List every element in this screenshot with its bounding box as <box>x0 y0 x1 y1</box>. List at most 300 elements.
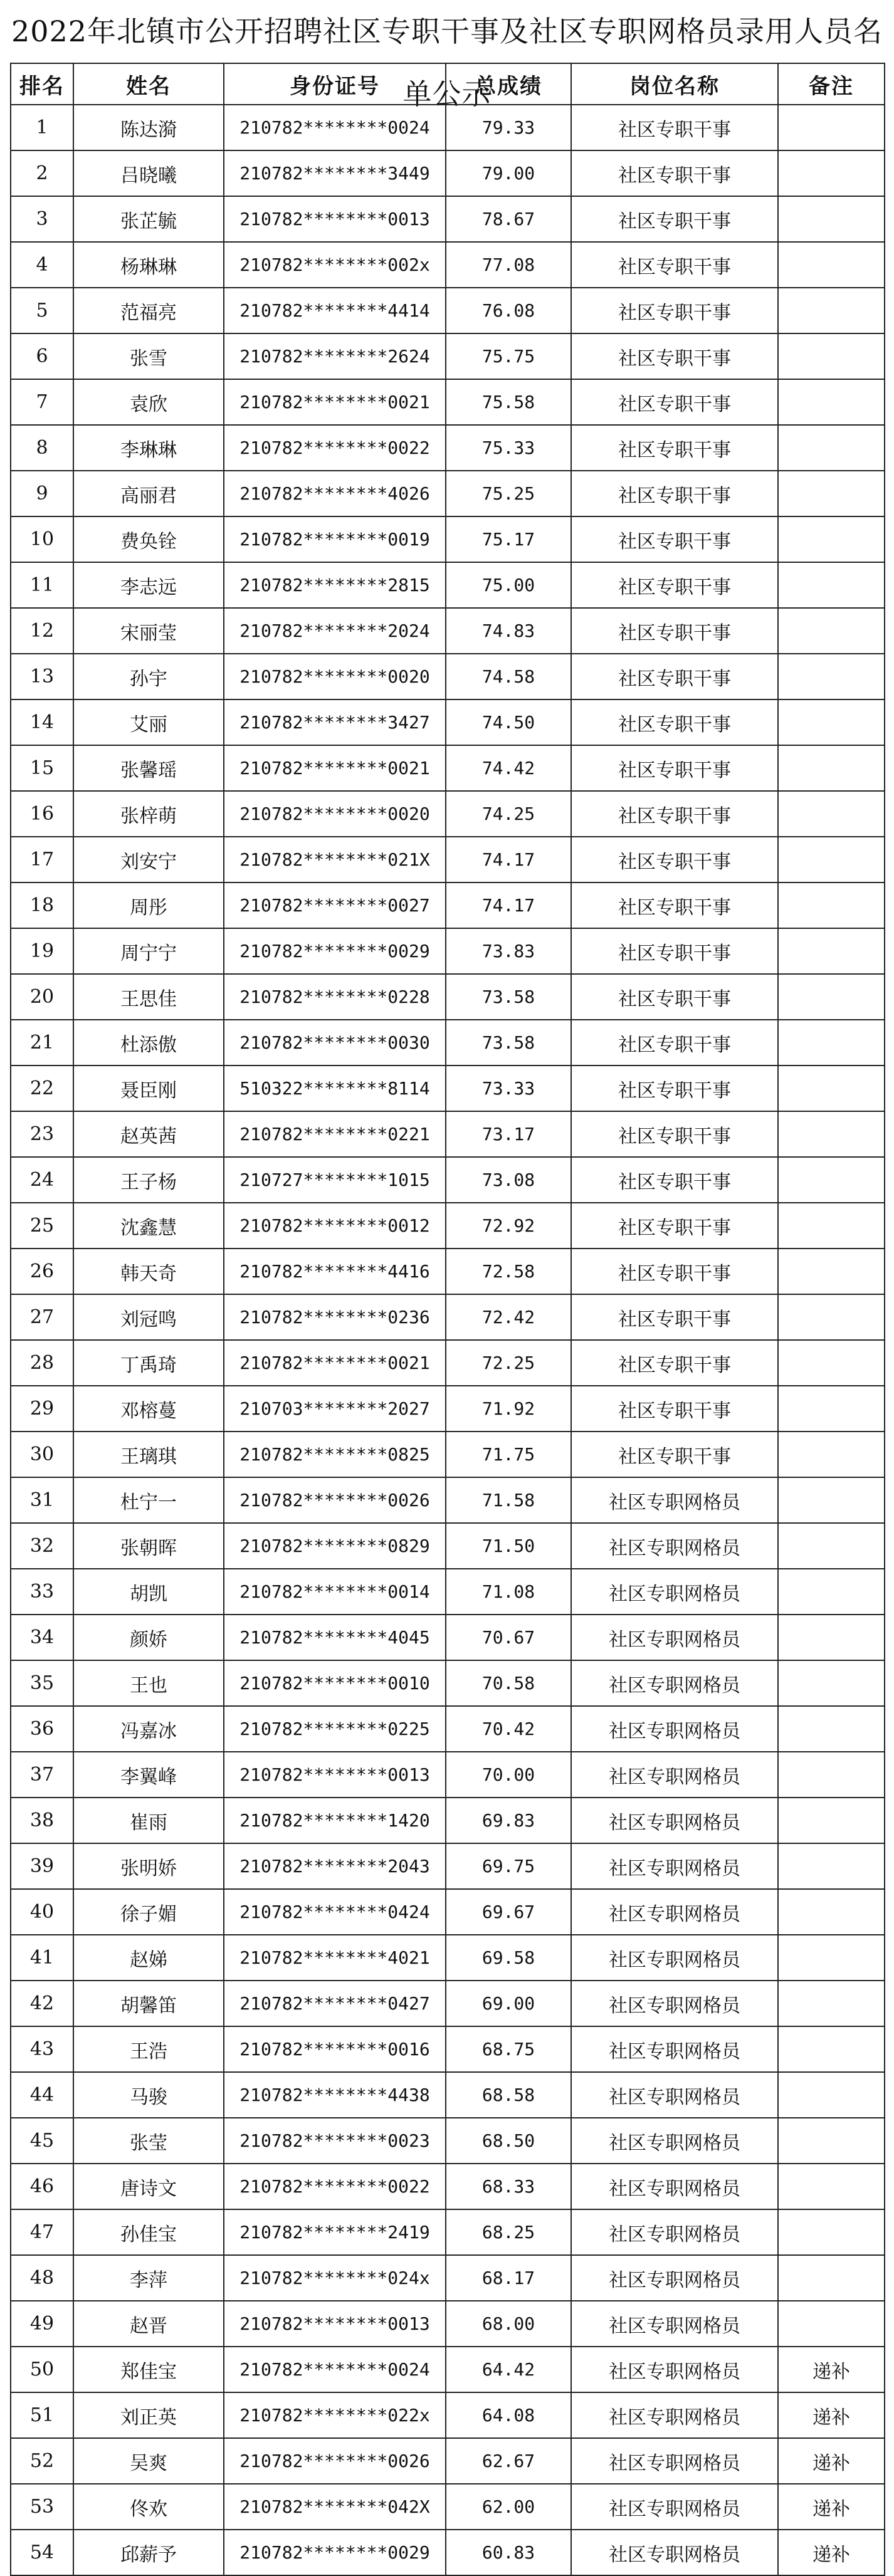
position-cell: 社区专职干事 <box>571 105 778 150</box>
position-cell: 社区专职干事 <box>571 974 778 1020</box>
remark-cell <box>778 1660 885 1706</box>
table-row <box>11 1294 885 1340</box>
id-number-cell: 210782********0221 <box>224 1111 446 1157</box>
id-number-cell: 210782********0013 <box>224 196 446 242</box>
position-cell: 社区专职网格员 <box>571 1981 778 2026</box>
table-row <box>11 333 885 379</box>
id-number-cell: 210782********0024 <box>224 2347 446 2392</box>
position-cell: 社区专职干事 <box>571 425 778 471</box>
score-cell: 73.08 <box>446 1157 571 1203</box>
name-cell: 王子杨 <box>73 1157 224 1203</box>
remark-cell <box>778 1020 885 1065</box>
rank-cell: 26 <box>11 1249 73 1294</box>
name-cell: 佟欢 <box>73 2484 224 2530</box>
table-row <box>11 1203 885 1249</box>
remark-cell: 递补 <box>778 2438 885 2484</box>
position-cell: 社区专职干事 <box>571 562 778 608</box>
rank-cell: 4 <box>11 242 73 288</box>
remark-cell <box>778 150 885 196</box>
table-row <box>11 2118 885 2164</box>
position-cell: 社区专职网格员 <box>571 2438 778 2484</box>
remark-cell <box>778 425 885 471</box>
score-cell: 69.83 <box>446 1798 571 1843</box>
rank-cell: 1 <box>11 105 73 150</box>
rank-cell: 48 <box>11 2255 73 2301</box>
position-cell: 社区专职网格员 <box>571 1660 778 1706</box>
remark-cell <box>778 1843 885 1889</box>
remark-cell <box>778 2118 885 2164</box>
id-number-cell: 210782********0225 <box>224 1706 446 1752</box>
rank-cell: 49 <box>11 2301 73 2347</box>
table-row <box>11 928 885 974</box>
position-cell: 社区专职干事 <box>571 1020 778 1065</box>
name-cell: 张朝晖 <box>73 1523 224 1569</box>
table-row <box>11 1340 885 1386</box>
remark-cell <box>778 928 885 974</box>
name-cell: 艾丽 <box>73 699 224 745</box>
score-cell: 68.75 <box>446 2026 571 2072</box>
rank-cell: 53 <box>11 2484 73 2530</box>
table-row <box>11 2438 885 2484</box>
score-cell: 71.50 <box>446 1523 571 1569</box>
rank-cell: 17 <box>11 837 73 882</box>
id-number-cell: 210782********0021 <box>224 379 446 425</box>
name-cell: 杨琳琳 <box>73 242 224 288</box>
id-number-cell: 210782********0427 <box>224 1981 446 2026</box>
name-cell: 王思佳 <box>73 974 224 1020</box>
score-cell: 72.25 <box>446 1340 571 1386</box>
remark-cell <box>778 2301 885 2347</box>
remark-cell <box>778 837 885 882</box>
table-row <box>11 1706 885 1752</box>
score-cell: 75.17 <box>446 516 571 562</box>
remark-cell <box>778 1889 885 1935</box>
name-cell: 周宁宁 <box>73 928 224 974</box>
rank-cell: 50 <box>11 2347 73 2392</box>
position-cell: 社区专职网格员 <box>571 1843 778 1889</box>
rank-cell: 37 <box>11 1752 73 1798</box>
rank-cell: 5 <box>11 288 73 333</box>
position-cell: 社区专职网格员 <box>571 2164 778 2209</box>
remark-cell <box>778 471 885 516</box>
id-number-cell: 210782********0236 <box>224 1294 446 1340</box>
table-row <box>11 1020 885 1065</box>
name-cell: 张芷毓 <box>73 196 224 242</box>
table-row <box>11 654 885 699</box>
name-cell: 刘安宁 <box>73 837 224 882</box>
table-row <box>11 2209 885 2255</box>
score-cell: 72.58 <box>446 1249 571 1294</box>
name-cell: 韩天奇 <box>73 1249 224 1294</box>
remark-cell <box>778 242 885 288</box>
position-cell: 社区专职网格员 <box>571 1569 778 1615</box>
score-cell: 73.58 <box>446 974 571 1020</box>
remark-cell <box>778 2026 885 2072</box>
id-number-cell: 210782********2043 <box>224 1843 446 1889</box>
table-row <box>11 1889 885 1935</box>
name-cell: 吕晓曦 <box>73 150 224 196</box>
position-cell: 社区专职干事 <box>571 791 778 837</box>
position-cell: 社区专职网格员 <box>571 1523 778 1569</box>
position-cell: 社区专职干事 <box>571 608 778 654</box>
id-number-cell: 210782********0013 <box>224 2301 446 2347</box>
name-cell: 胡凯 <box>73 1569 224 1615</box>
table-row <box>11 1432 885 1477</box>
id-number-cell: 210782********0023 <box>224 2118 446 2164</box>
id-number-cell: 210782********2624 <box>224 333 446 379</box>
score-cell: 60.83 <box>446 2530 571 2575</box>
position-cell: 社区专职干事 <box>571 1249 778 1294</box>
name-cell: 张馨瑶 <box>73 745 224 791</box>
score-cell: 64.08 <box>446 2392 571 2438</box>
rank-cell: 12 <box>11 608 73 654</box>
remark-cell <box>778 105 885 150</box>
remark-cell <box>778 2072 885 2118</box>
position-cell: 社区专职网格员 <box>571 2484 778 2530</box>
id-number-cell: 210782********4045 <box>224 1615 446 1660</box>
rank-cell: 16 <box>11 791 73 837</box>
name-cell: 王也 <box>73 1660 224 1706</box>
id-number-cell: 210782********0029 <box>224 928 446 974</box>
name-cell: 费奂铨 <box>73 516 224 562</box>
position-cell: 社区专职网格员 <box>571 1706 778 1752</box>
position-cell: 社区专职干事 <box>571 333 778 379</box>
header-id-number: 身份证号 <box>224 63 446 105</box>
score-cell: 74.42 <box>446 745 571 791</box>
position-cell: 社区专职干事 <box>571 928 778 974</box>
rank-cell: 46 <box>11 2164 73 2209</box>
id-number-cell: 210782********021X <box>224 837 446 882</box>
position-cell: 社区专职网格员 <box>571 1477 778 1523</box>
remark-cell <box>778 288 885 333</box>
score-cell: 75.25 <box>446 471 571 516</box>
table-row <box>11 608 885 654</box>
remark-cell <box>778 1249 885 1294</box>
position-cell: 社区专职干事 <box>571 654 778 699</box>
remark-cell <box>778 1981 885 2026</box>
remark-cell <box>778 1706 885 1752</box>
score-cell: 62.00 <box>446 2484 571 2530</box>
results-table <box>10 63 885 2576</box>
name-cell: 李萍 <box>73 2255 224 2301</box>
table-row <box>11 1843 885 1889</box>
rank-cell: 42 <box>11 1981 73 2026</box>
id-number-cell: 210782********0026 <box>224 1477 446 1523</box>
id-number-cell: 210782********3427 <box>224 699 446 745</box>
table-row <box>11 1569 885 1615</box>
rank-cell: 47 <box>11 2209 73 2255</box>
score-cell: 79.33 <box>446 105 571 150</box>
name-cell: 赵晋 <box>73 2301 224 2347</box>
position-cell: 社区专职网格员 <box>571 2255 778 2301</box>
name-cell: 冯嘉冰 <box>73 1706 224 1752</box>
rank-cell: 44 <box>11 2072 73 2118</box>
name-cell: 杜宁一 <box>73 1477 224 1523</box>
id-number-cell: 210782********0013 <box>224 1752 446 1798</box>
name-cell: 吴爽 <box>73 2438 224 2484</box>
table-row <box>11 1111 885 1157</box>
rank-cell: 39 <box>11 1843 73 1889</box>
rank-cell: 8 <box>11 425 73 471</box>
table-header-row <box>11 63 885 105</box>
id-number-cell: 210782********022x <box>224 2392 446 2438</box>
id-number-cell: 210782********0021 <box>224 1340 446 1386</box>
name-cell: 马骏 <box>73 2072 224 2118</box>
name-cell: 宋丽莹 <box>73 608 224 654</box>
position-cell: 社区专职干事 <box>571 1203 778 1249</box>
id-number-cell: 210782********4438 <box>224 2072 446 2118</box>
table-row <box>11 1523 885 1569</box>
table-row <box>11 105 885 150</box>
remark-cell <box>778 882 885 928</box>
position-cell: 社区专职干事 <box>571 745 778 791</box>
id-number-cell: 210782********0825 <box>224 1432 446 1477</box>
id-number-cell: 210782********0024 <box>224 105 446 150</box>
id-number-cell: 210782********0019 <box>224 516 446 562</box>
score-cell: 69.00 <box>446 1981 571 2026</box>
rank-cell: 51 <box>11 2392 73 2438</box>
id-number-cell: 210782********0020 <box>224 654 446 699</box>
score-cell: 64.42 <box>446 2347 571 2392</box>
table-row <box>11 2530 885 2575</box>
score-cell: 68.00 <box>446 2301 571 2347</box>
remark-cell <box>778 1798 885 1843</box>
rank-cell: 31 <box>11 1477 73 1523</box>
table-row <box>11 2392 885 2438</box>
id-number-cell: 210782********2024 <box>224 608 446 654</box>
table-row <box>11 1935 885 1981</box>
rank-cell: 25 <box>11 1203 73 1249</box>
remark-cell <box>778 699 885 745</box>
remark-cell <box>778 2209 885 2255</box>
name-cell: 邱薪予 <box>73 2530 224 2575</box>
table-row <box>11 2072 885 2118</box>
id-number-cell: 510322********8114 <box>224 1065 446 1111</box>
position-cell: 社区专职干事 <box>571 882 778 928</box>
id-number-cell: 210782********1420 <box>224 1798 446 1843</box>
rank-cell: 11 <box>11 562 73 608</box>
score-cell: 68.33 <box>446 2164 571 2209</box>
remark-cell <box>778 1935 885 1981</box>
name-cell: 张雪 <box>73 333 224 379</box>
name-cell: 袁欣 <box>73 379 224 425</box>
name-cell: 张莹 <box>73 2118 224 2164</box>
remark-cell <box>778 608 885 654</box>
position-cell: 社区专职网格员 <box>571 2530 778 2575</box>
name-cell: 刘正英 <box>73 2392 224 2438</box>
table-row <box>11 974 885 1020</box>
id-number-cell: 210782********4414 <box>224 288 446 333</box>
score-cell: 72.42 <box>446 1294 571 1340</box>
rank-cell: 2 <box>11 150 73 196</box>
id-number-cell: 210782********0016 <box>224 2026 446 2072</box>
remark-cell <box>778 974 885 1020</box>
score-cell: 62.67 <box>446 2438 571 2484</box>
table-row <box>11 242 885 288</box>
table-row <box>11 288 885 333</box>
score-cell: 74.58 <box>446 654 571 699</box>
name-cell: 王浩 <box>73 2026 224 2072</box>
position-cell: 社区专职干事 <box>571 1432 778 1477</box>
id-number-cell: 210782********0010 <box>224 1660 446 1706</box>
score-cell: 70.58 <box>446 1660 571 1706</box>
rank-cell: 27 <box>11 1294 73 1340</box>
remark-cell <box>778 196 885 242</box>
rank-cell: 33 <box>11 1569 73 1615</box>
name-cell: 陈达漪 <box>73 105 224 150</box>
table-row <box>11 516 885 562</box>
name-cell: 赵娣 <box>73 1935 224 1981</box>
remark-cell <box>778 2164 885 2209</box>
remark-cell <box>778 791 885 837</box>
id-number-cell: 210782********4416 <box>224 1249 446 1294</box>
position-cell: 社区专职干事 <box>571 1386 778 1432</box>
score-cell: 69.75 <box>446 1843 571 1889</box>
position-cell: 社区专职干事 <box>571 1065 778 1111</box>
score-cell: 72.92 <box>446 1203 571 1249</box>
score-cell: 71.92 <box>446 1386 571 1432</box>
rank-cell: 34 <box>11 1615 73 1660</box>
document-title: 2022年北镇市公开招聘社区专职干事及社区专职网格员录用人员名单公示 <box>11 14 883 111</box>
remark-cell <box>778 1111 885 1157</box>
name-cell: 张明娇 <box>73 1843 224 1889</box>
score-cell: 77.08 <box>446 242 571 288</box>
remark-cell <box>778 745 885 791</box>
rank-cell: 41 <box>11 1935 73 1981</box>
remark-cell <box>778 1203 885 1249</box>
position-cell: 社区专职网格员 <box>571 2347 778 2392</box>
score-cell: 75.00 <box>446 562 571 608</box>
rank-cell: 38 <box>11 1798 73 1843</box>
name-cell: 周彤 <box>73 882 224 928</box>
table-row <box>11 1615 885 1660</box>
header-rank: 排名 <box>11 63 73 105</box>
score-cell: 74.50 <box>446 699 571 745</box>
id-number-cell: 210782********0022 <box>224 425 446 471</box>
remark-cell <box>778 1432 885 1477</box>
name-cell: 唐诗文 <box>73 2164 224 2209</box>
remark-cell: 递补 <box>778 2484 885 2530</box>
position-cell: 社区专职网格员 <box>571 1615 778 1660</box>
rank-cell: 19 <box>11 928 73 974</box>
score-cell: 69.58 <box>446 1935 571 1981</box>
remark-cell <box>778 1340 885 1386</box>
score-cell: 69.67 <box>446 1889 571 1935</box>
remark-cell <box>778 379 885 425</box>
table-row <box>11 1981 885 2026</box>
name-cell: 颜娇 <box>73 1615 224 1660</box>
rank-cell: 21 <box>11 1020 73 1065</box>
remark-cell: 递补 <box>778 2530 885 2575</box>
rank-cell: 52 <box>11 2438 73 2484</box>
score-cell: 75.33 <box>446 425 571 471</box>
table-row <box>11 837 885 882</box>
table-row <box>11 150 885 196</box>
position-cell: 社区专职干事 <box>571 1157 778 1203</box>
id-number-cell: 210727********1015 <box>224 1157 446 1203</box>
score-cell: 71.75 <box>446 1432 571 1477</box>
position-cell: 社区专职网格员 <box>571 2026 778 2072</box>
table-row <box>11 2255 885 2301</box>
name-cell: 高丽君 <box>73 471 224 516</box>
table-body <box>11 105 885 2575</box>
name-cell: 杜添傲 <box>73 1020 224 1065</box>
id-number-cell: 210782********0228 <box>224 974 446 1020</box>
score-cell: 70.42 <box>446 1706 571 1752</box>
id-number-cell: 210782********024x <box>224 2255 446 2301</box>
rank-cell: 45 <box>11 2118 73 2164</box>
position-cell: 社区专职网格员 <box>571 1798 778 1843</box>
remark-cell <box>778 1294 885 1340</box>
position-cell: 社区专职干事 <box>571 837 778 882</box>
id-number-cell: 210782********0021 <box>224 745 446 791</box>
table-row <box>11 1477 885 1523</box>
score-cell: 70.00 <box>446 1752 571 1798</box>
position-cell: 社区专职干事 <box>571 471 778 516</box>
position-cell: 社区专职网格员 <box>571 2072 778 2118</box>
remark-cell <box>778 654 885 699</box>
remark-cell <box>778 516 885 562</box>
rank-cell: 35 <box>11 1660 73 1706</box>
table-row <box>11 1249 885 1294</box>
position-cell: 社区专职干事 <box>571 1111 778 1157</box>
table-row <box>11 699 885 745</box>
rank-cell: 28 <box>11 1340 73 1386</box>
name-cell: 邓榕蔓 <box>73 1386 224 1432</box>
score-cell: 71.58 <box>446 1477 571 1523</box>
id-number-cell: 210782********2815 <box>224 562 446 608</box>
name-cell: 徐子媚 <box>73 1889 224 1935</box>
id-number-cell: 210782********0027 <box>224 882 446 928</box>
name-cell: 孙宇 <box>73 654 224 699</box>
score-cell: 68.25 <box>446 2209 571 2255</box>
id-number-cell: 210782********0012 <box>224 1203 446 1249</box>
score-cell: 79.00 <box>446 150 571 196</box>
position-cell: 社区专职网格员 <box>571 2301 778 2347</box>
name-cell: 丁禹琦 <box>73 1340 224 1386</box>
rank-cell: 29 <box>11 1386 73 1432</box>
rank-cell: 14 <box>11 699 73 745</box>
rank-cell: 20 <box>11 974 73 1020</box>
header-total-score: 总成绩 <box>446 63 571 105</box>
score-cell: 78.67 <box>446 196 571 242</box>
table-row <box>11 1660 885 1706</box>
position-cell: 社区专职干事 <box>571 242 778 288</box>
score-cell: 73.83 <box>446 928 571 974</box>
name-cell: 郑佳宝 <box>73 2347 224 2392</box>
rank-cell: 3 <box>11 196 73 242</box>
rank-cell: 30 <box>11 1432 73 1477</box>
table-row <box>11 2026 885 2072</box>
remark-cell <box>778 562 885 608</box>
id-number-cell: 210782********002x <box>224 242 446 288</box>
table-row <box>11 2301 885 2347</box>
score-cell: 75.58 <box>446 379 571 425</box>
rank-cell: 7 <box>11 379 73 425</box>
rank-cell: 15 <box>11 745 73 791</box>
position-cell: 社区专职干事 <box>571 196 778 242</box>
id-number-cell: 210782********4026 <box>224 471 446 516</box>
table-row <box>11 1157 885 1203</box>
header-name: 姓名 <box>73 63 224 105</box>
table-row <box>11 2347 885 2392</box>
name-cell: 赵英茜 <box>73 1111 224 1157</box>
score-cell: 71.08 <box>446 1569 571 1615</box>
position-cell: 社区专职干事 <box>571 1294 778 1340</box>
table-row <box>11 1386 885 1432</box>
header-position: 岗位名称 <box>571 63 778 105</box>
table-row <box>11 1065 885 1111</box>
